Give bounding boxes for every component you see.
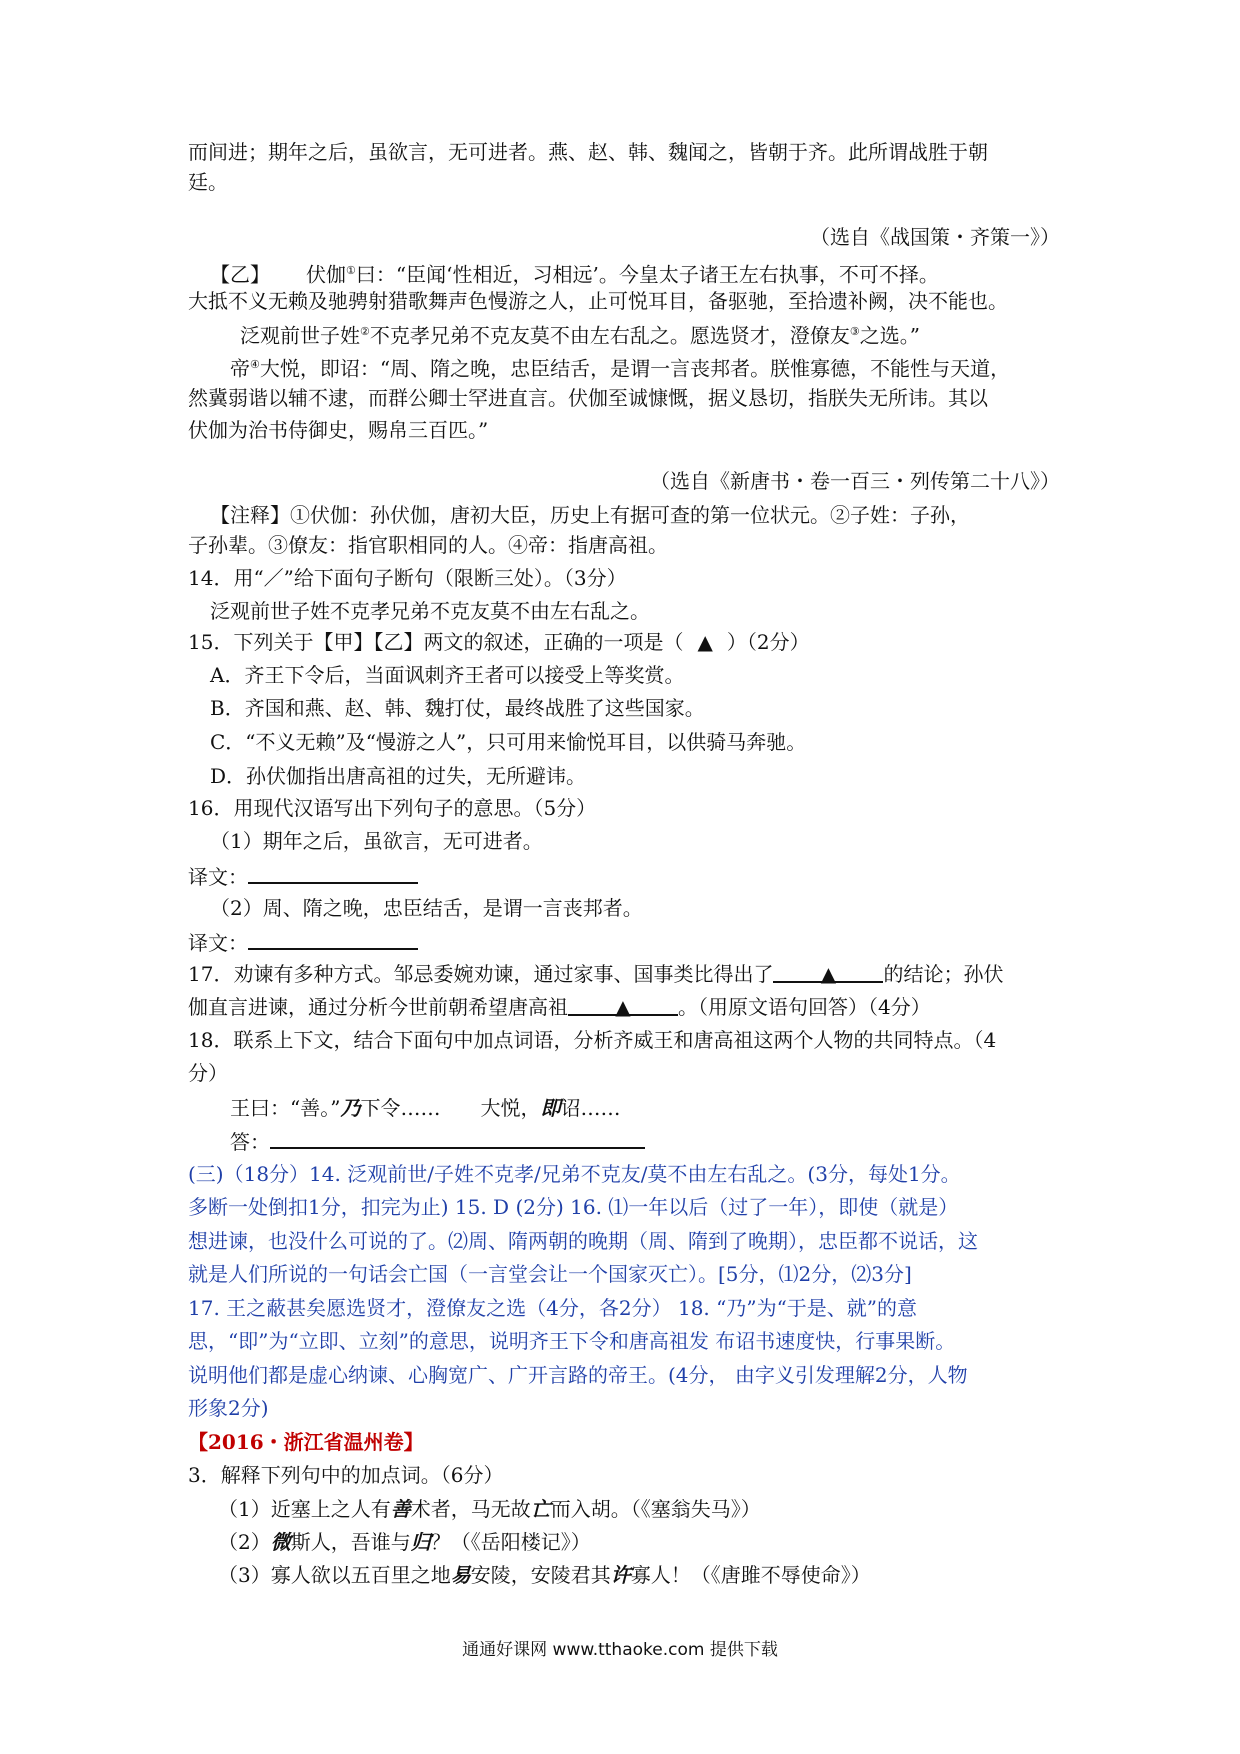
- q18-answer: [230, 1125, 1060, 1157]
- answer-key-line-6: 思，“即”为“立即、立刻”的意思，说明齐王下令和唐高祖发 布诏书速度快，行事果断。: [188, 1329, 956, 1353]
- section-title: 【2016・浙江省温州卷】: [188, 1430, 424, 1454]
- passage-yi-text: 泛观前世子姓: [240, 323, 360, 348]
- q17-text: 17．劝谏有多种方式。邹忌委婉劝谏，通过家事、国事类比得出了: [188, 962, 774, 986]
- answer-blank[interactable]: [248, 926, 418, 950]
- passage-jia-line-2: 廷。: [188, 170, 228, 194]
- q16-stem: 16．用现代汉语写出下列句子的意思。（5分）: [188, 796, 597, 820]
- passage-yi-line-1: [210, 256, 1060, 290]
- q3-text: 术者，马无故: [410, 1497, 531, 1521]
- q3-text: （1）近塞上之人有: [218, 1497, 391, 1521]
- q18-quotes: [230, 1093, 1060, 1123]
- answer-blank[interactable]: [270, 1125, 645, 1149]
- answer-key-line-5: 17. 王之蔽甚矣愿选贤才，澄僚友之选（4分，各2分） 18. “乃”为“于是、就”的意: [188, 1296, 918, 1320]
- passage-yi-text: 之选。”: [859, 323, 920, 348]
- q3-text: （2）: [218, 1530, 271, 1554]
- answer-key-line-7: 说明他们都是虚心纳谏、心胸宽广、广开言路的帝王。(4分， 由字义引发理解2分，人物: [188, 1363, 968, 1387]
- q15-option-d: D．孙伏伽指出唐高祖的过失，无所避讳。: [210, 764, 587, 788]
- dotted-word: 即: [540, 1096, 561, 1120]
- passage-yi-text: 大悦，即诏：“周、隋之晚，忠臣结舌，是谓一言丧邦者。朕惟寡德，不能性与天道，: [259, 356, 1011, 381]
- passage-yi-source: （选自《新唐书・卷一百三・列传第二十八》）: [650, 469, 1060, 493]
- passage-yi-tag: 【乙】: [210, 262, 270, 287]
- q17-text: 的结论；孙伏: [883, 962, 1004, 986]
- answer-blank[interactable]: [248, 860, 418, 884]
- dotted-word: 归: [410, 1530, 431, 1554]
- answer-blank[interactable]: [773, 959, 883, 986]
- q3-item-2: [218, 1527, 1060, 1557]
- note-marker: ①: [346, 264, 356, 277]
- q15-option-a: A．齐王下令后，当面讽刺齐王者可以接受上等奖赏。: [210, 663, 685, 687]
- answer-blank[interactable]: [568, 992, 678, 1019]
- q16-answer-1: [188, 860, 1060, 892]
- q17-text: 伽直言进谏，通过分析今世前朝希望唐高祖: [188, 995, 568, 1019]
- dotted-word: 乃: [340, 1096, 361, 1120]
- q18-quote-text: 大悦，: [480, 1096, 541, 1120]
- answer-key-line-8: 形象2分): [188, 1396, 269, 1420]
- passage-yi-line-2: 大抵不义无赖及驰骋射猎歌舞声色慢游之人，止可悦耳目，备驱驰，至拾遗补阙，决不能也。: [188, 289, 1008, 313]
- answer-triangle: ▲: [820, 962, 837, 986]
- q14-stem: 14．用“／”给下面句子断句（限断三处）。（3分）: [188, 566, 627, 590]
- q3-stem: 3．解释下列句中的加点词。（6分）: [188, 1463, 504, 1487]
- passage-yi-text: 曰：“臣闻‘性相近，习相远’。今皇太子诸王左右执事，不可不择。: [355, 262, 939, 287]
- q15-stem-text: ）（2分）: [726, 630, 810, 654]
- q15-option-c: C．“不义无赖”及“慢游之人”，只可用来愉悦耳目，以供骑马奔驰。: [210, 730, 807, 754]
- q3-text: 而入胡。（《塞翁失马》）: [550, 1497, 761, 1521]
- answer-key-line-3: 想进谏，也没什么可说的了。⑵周、隋两朝的晚期（周、隋到了晚期），忠臣都不说话，这: [188, 1229, 978, 1253]
- q3-item-3: [218, 1560, 1060, 1590]
- q3-text: （3）寡人欲以五百里之地: [218, 1563, 451, 1587]
- answer-key-line-4: 就是人们所说的一句话会亡国（一言堂会让一个国家灭亡）。[5分，⑴2分，⑵3分]: [188, 1262, 912, 1286]
- q17-line-2: [188, 992, 1060, 1022]
- q18-line-1: 18．联系上下文，结合下面句中加点词语，分析齐威王和唐高祖这两个人物的共同特点。（4: [188, 1028, 997, 1052]
- note-marker: ④: [250, 358, 260, 371]
- answer-label: 答：: [230, 1130, 270, 1154]
- q15-stem: [188, 627, 1060, 657]
- q14-sentence: 泛观前世子姓不克孝兄弟不克友莫不由左右乱之。: [210, 599, 650, 623]
- dotted-word: 善: [390, 1497, 411, 1521]
- answer-key-line-2: 多断一处倒扣1分，扣完为止) 15. D (2分) 16. ⑴一年以后（过了一年），即使（就是）: [188, 1195, 959, 1219]
- passage-yi-text: 伏伽: [306, 262, 346, 287]
- q3-text: 安陵，安陵君其: [470, 1563, 611, 1587]
- note-marker: ②: [360, 325, 370, 338]
- answer-triangle: ▲: [615, 995, 631, 1019]
- passage-yi-line-3: [240, 317, 1070, 351]
- q16-answer-2: [188, 926, 1060, 958]
- note-marker: ③: [849, 325, 860, 338]
- passage-jia-source: （选自《战国策・齐策一》）: [810, 225, 1060, 249]
- q15-option-b: B．齐国和燕、赵、韩、魏打仗，最终战胜了这些国家。: [210, 696, 705, 720]
- q17-line-1: [188, 959, 1060, 989]
- q3-text: ？（《岳阳楼记》）: [430, 1530, 591, 1554]
- q18-line-2: 分）: [188, 1061, 228, 1085]
- q3-text: 斯人，吾谁与: [290, 1530, 411, 1554]
- dotted-word: 易: [450, 1563, 471, 1587]
- q15-stem-text: 15．下列关于【甲】【乙】两文的叙述，正确的一项是（: [188, 630, 684, 654]
- q18-quote-text: 下令……: [360, 1096, 441, 1120]
- dotted-word: 亡: [530, 1497, 551, 1521]
- dotted-word: 微: [270, 1530, 291, 1554]
- answer-key-line-1: (三)（18分）14. 泛观前世/子姓不克孝/兄弟不克友/莫不由左右乱之。(3分，每处1分。: [188, 1162, 961, 1186]
- passage-yi-line-5: 然冀弱谐以辅不逮，而群公卿士罕进直言。伏伽至诚慷慨，据义恳切，指朕失无所讳。其以: [188, 386, 988, 410]
- page-footer: 通通好课网 www.tthaoke.com 提供下载: [462, 1640, 778, 1660]
- q18-quote-text: 王曰：“善。”: [230, 1096, 341, 1120]
- passage-yi-line-4: [230, 350, 1060, 384]
- q18-quote-text: 诏……: [560, 1096, 621, 1120]
- q3-item-1: [218, 1494, 1060, 1524]
- q16-sentence-1: （1）期年之后，虽欲言，无可进者。: [210, 829, 543, 853]
- passage-yi-text: 帝: [230, 356, 250, 381]
- answer-triangle: ▲: [697, 630, 713, 654]
- passage-yi-line-6: 伏伽为治书侍御史，赐帛三百匹。”: [188, 418, 489, 442]
- notes-line-2: 子孙辈。③僚友：指官职相同的人。④帝：指唐高祖。: [188, 533, 668, 557]
- answer-label: 译文：: [188, 931, 248, 955]
- notes-line-1: 【注释】①伏伽：孙伏伽，唐初大臣，历史上有据可查的第一位状元。②子姓：子孙，: [210, 503, 970, 527]
- q16-sentence-2: （2）周、隋之晚，忠臣结舌，是谓一言丧邦者。: [210, 896, 643, 920]
- answer-label: 译文：: [188, 865, 248, 889]
- dotted-word: 许: [610, 1563, 631, 1587]
- passage-jia-line-1: 而间进；期年之后，虽欲言，无可进者。燕、赵、韩、魏闻之，皆朝于齐。此所谓战胜于朝: [188, 140, 988, 164]
- passage-yi-text: 不克孝兄弟不克友莫不由左右乱之。愿选贤才，澄僚友: [369, 323, 850, 348]
- q3-text: 寡人！（《唐雎不辱使命》）: [630, 1563, 871, 1587]
- q17-text: 。（用原文语句回答）（4分）: [678, 995, 931, 1019]
